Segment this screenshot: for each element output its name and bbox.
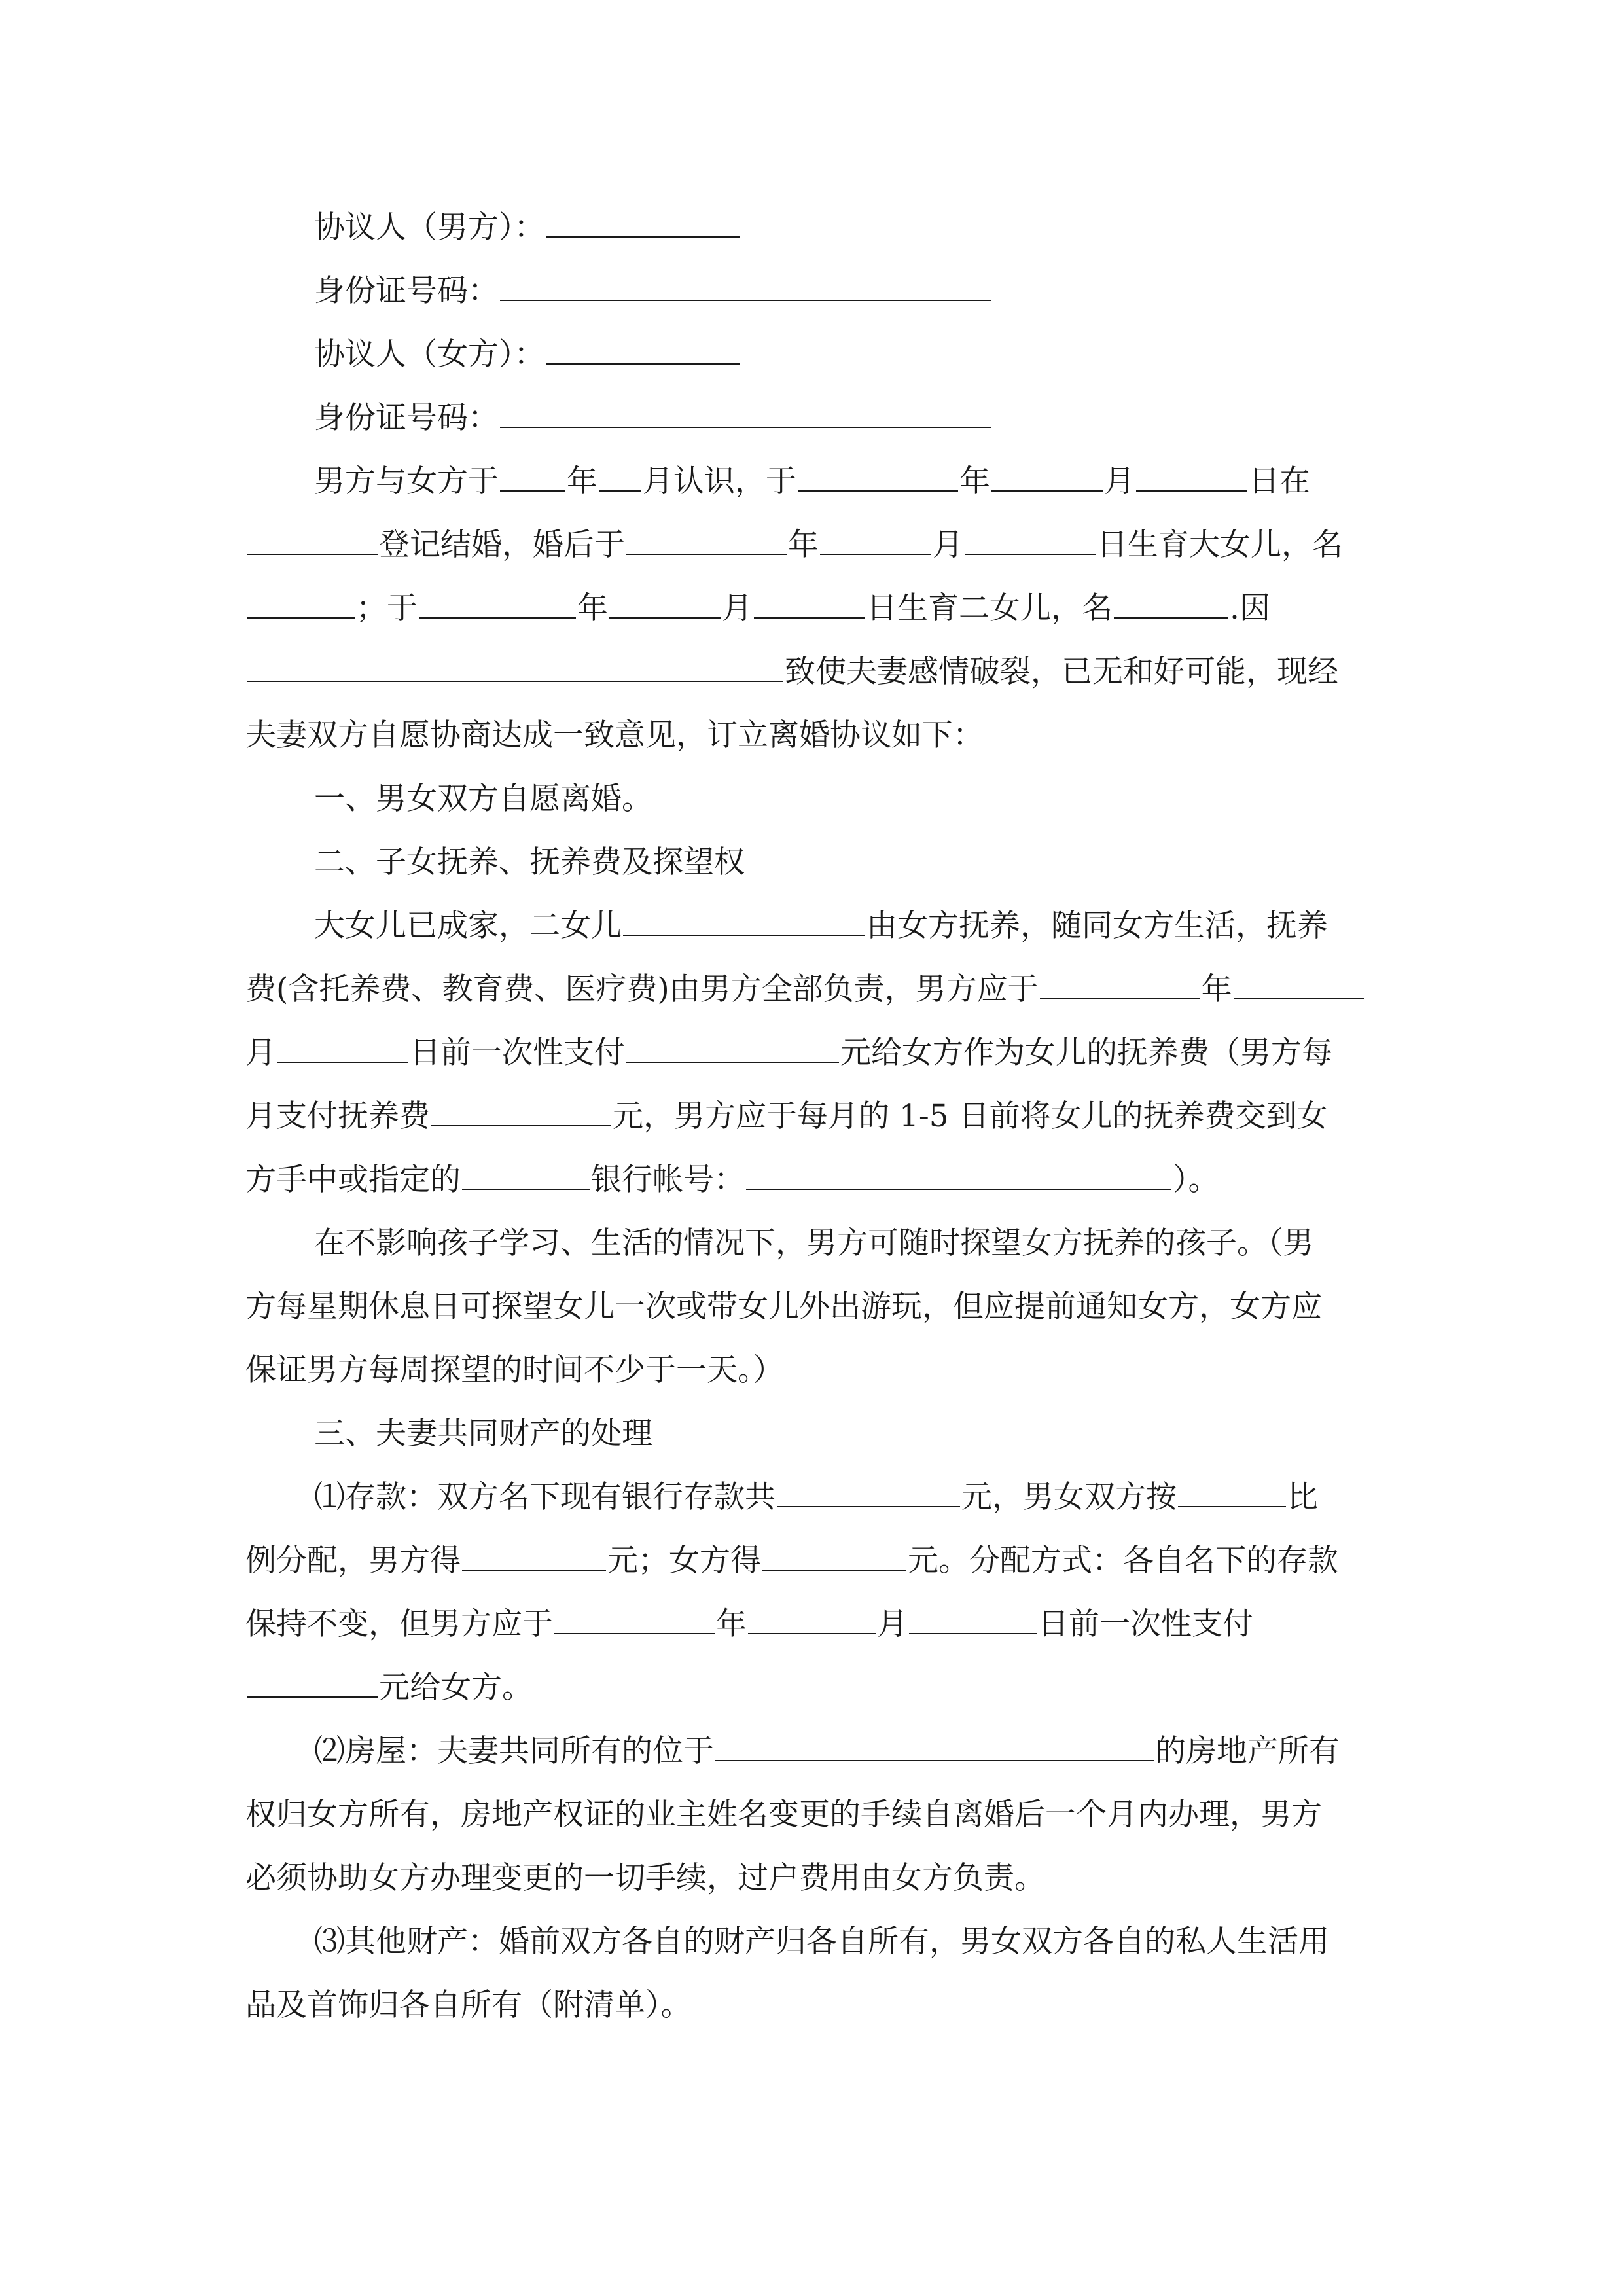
paragraph-line (245, 1541, 1338, 1581)
paragraph-line (245, 1160, 1219, 1200)
acquaint-year-blank (500, 464, 565, 492)
support-pay-year-blank (1040, 972, 1200, 999)
marry-day-blank (1136, 464, 1247, 492)
text-run: 年 (567, 463, 597, 499)
text-run: 方每星期休息日可探望女儿一次或带女儿外出游玩，但应提前通知女方，女方应 (245, 1289, 1322, 1325)
text-run: 月 (245, 1035, 276, 1071)
paragraph-line (245, 1859, 1045, 1898)
registry-place-blank (247, 528, 378, 555)
text-run: 年 (577, 590, 608, 626)
female-party-name-blank (546, 337, 740, 365)
birth2-year-blank (419, 591, 576, 619)
paragraph-line (245, 589, 1270, 628)
text-run: 保持不变，但男方应于 (245, 1606, 553, 1642)
text-run: 月认识，于 (643, 463, 796, 499)
female-id-line (314, 399, 992, 438)
paragraph-line (245, 1097, 1328, 1136)
paragraph-line (245, 1986, 692, 2025)
text-run: 元，男女双方按 (961, 1479, 1177, 1515)
male-party-name-blank (546, 210, 740, 238)
text-run: 元给女方。 (379, 1670, 533, 1706)
text-run: 元给女方作为女儿的抚养费（男方每 (840, 1035, 1332, 1071)
text-run: ；于 (356, 590, 418, 626)
text-run: 日生育大女儿，名 (1097, 527, 1343, 563)
section-heading-3 (314, 1414, 652, 1454)
monthly-support-blank (431, 1099, 611, 1126)
paragraph-line (314, 1922, 1329, 1962)
text-run: 年 (788, 527, 819, 563)
paragraph-line (245, 1605, 1253, 1644)
text-run: 在不影响孩子学习、生活的情况下，男方可随时探望女方抚养的孩子。（男 (314, 1225, 1314, 1261)
text-run: 登记结婚，婚后于 (379, 527, 625, 563)
paragraph-line (245, 653, 1338, 692)
text-run: ）。 (1173, 1162, 1219, 1198)
text-run: 比 (1287, 1479, 1318, 1515)
text-run: .因 (1230, 590, 1270, 626)
text-run: 男方与女方于 (314, 463, 499, 499)
text-run: 方手中或指定的 (245, 1162, 461, 1198)
text-run: 必须协助女方办理变更的一切手续，过户费用由女方负责。 (245, 1860, 1045, 1896)
birth2-day-blank (754, 591, 865, 619)
section-heading-1 (314, 780, 652, 819)
text-run: 月 (877, 1606, 908, 1642)
male-share-blank (462, 1543, 606, 1571)
paragraph-line (314, 906, 1328, 946)
text-run: 一、男女双方自愿离婚。 (314, 781, 652, 817)
text-run: 日前一次性支付 (1038, 1606, 1253, 1642)
ratio-blank (1178, 1480, 1286, 1507)
text-run: 的房地产所有 (1155, 1733, 1340, 1769)
bank-name-blank (462, 1162, 590, 1190)
text-run: 月支付抚养费 (245, 1098, 430, 1134)
daughter1-name-blank (247, 591, 355, 619)
text-run: ⑵房屋：夫妻共同所有的位于 (314, 1733, 714, 1769)
support-pay-day-blank (277, 1035, 408, 1063)
female-party-label: 协议人（女方）： (314, 336, 545, 372)
support-lump-sum-blank (626, 1035, 839, 1063)
paragraph-line (314, 1732, 1340, 1771)
female-id-label: 身份证号码： (314, 400, 499, 436)
paragraph-line (245, 716, 984, 755)
text-run: 年 (716, 1606, 747, 1642)
male-id-line (314, 272, 992, 311)
paragraph-line (245, 1795, 1322, 1835)
deposit-pay-amount-blank (247, 1670, 378, 1698)
paragraph-line (314, 1478, 1318, 1517)
text-run: 致使夫妻感情破裂，已无和好可能，现经 (785, 654, 1338, 690)
text-run: 银行帐号： (591, 1162, 745, 1198)
male-party-label: 协议人（男方）： (314, 209, 545, 245)
deposit-pay-month-blank (748, 1607, 876, 1634)
paragraph-line (314, 1224, 1314, 1263)
male-id-blank (500, 274, 991, 301)
text-run: 保证男方每周探望的时间不少于一天。） (245, 1352, 784, 1388)
paragraph-line (245, 970, 1366, 1009)
text-run: ⑴存款：双方名下现有银行存款共 (314, 1479, 776, 1515)
text-run: 权归女方所有，房地产权证的业主姓名变更的手续自离婚后一个月内办理，男方 (245, 1797, 1322, 1833)
text-run: 日前一次性支付 (410, 1035, 625, 1071)
bank-account-blank (746, 1162, 1171, 1190)
paragraph-line (314, 462, 1310, 501)
male-id-label: 身份证号码： (314, 273, 499, 309)
text-run: 品及首饰归各自所有（附清单）。 (245, 1987, 692, 2023)
deposit-total-blank (777, 1480, 960, 1507)
birth1-year-blank (626, 528, 787, 555)
reason-blank (247, 655, 783, 682)
marry-month-blank (991, 464, 1103, 492)
female-id-blank (500, 401, 991, 428)
birth1-month-blank (820, 528, 931, 555)
text-run: 元；女方得 (607, 1543, 761, 1579)
text-run: 日生育二女儿，名 (866, 590, 1113, 626)
text-run: 月 (1104, 463, 1135, 499)
property-address-blank (715, 1734, 1154, 1761)
female-party-line (314, 335, 741, 374)
text-run: ⑶其他财产：婚前双方各自的财产归各自所有，男女双方各自的私人生活用 (314, 1924, 1329, 1960)
section-heading-2 (314, 843, 745, 882)
birth1-day-blank (965, 528, 1096, 555)
text-run: 年 (959, 463, 990, 499)
text-run: 夫妻双方自愿协商达成一致意见，订立离婚协议如下： (245, 717, 984, 753)
text-run: 二、子女抚养、抚养费及探望权 (314, 844, 745, 880)
text-run: 年 (1201, 971, 1232, 1007)
text-run: 例分配，男方得 (245, 1543, 461, 1579)
text-run: 三、夫妻共同财产的处理 (314, 1416, 652, 1452)
text-run: 月 (933, 527, 963, 563)
text-run: 月 (722, 590, 753, 626)
text-run: 日在 (1249, 463, 1310, 499)
paragraph-line (245, 1287, 1322, 1327)
text-run: 大女儿已成家，二女儿 (314, 908, 622, 944)
acquaint-month-blank (599, 464, 641, 492)
paragraph-line (245, 1033, 1332, 1073)
text-run: 元，男方应于每月的 1-5 日前将女儿的抚养费交到女 (613, 1098, 1328, 1134)
text-run: 元。分配方式：各自名下的存款 (908, 1543, 1338, 1579)
deposit-pay-year-blank (554, 1607, 715, 1634)
female-share-blank (762, 1543, 906, 1571)
text-run: 费(含托养费、教育费、医疗费)由男方全部负责，男方应于 (245, 971, 1039, 1007)
text-run: 由女方抚养，随同女方生活，抚养 (866, 908, 1328, 944)
daughter2-custody-blank (623, 908, 865, 936)
male-party-line (314, 208, 741, 247)
birth2-month-blank (609, 591, 721, 619)
paragraph-line (245, 526, 1343, 565)
paragraph-line (245, 1668, 533, 1708)
paragraph-line (245, 1351, 784, 1390)
deposit-pay-day-blank (909, 1607, 1037, 1634)
marry-year-blank (798, 464, 958, 492)
support-pay-month-blank (1234, 972, 1364, 999)
daughter2-name-blank (1114, 591, 1228, 619)
